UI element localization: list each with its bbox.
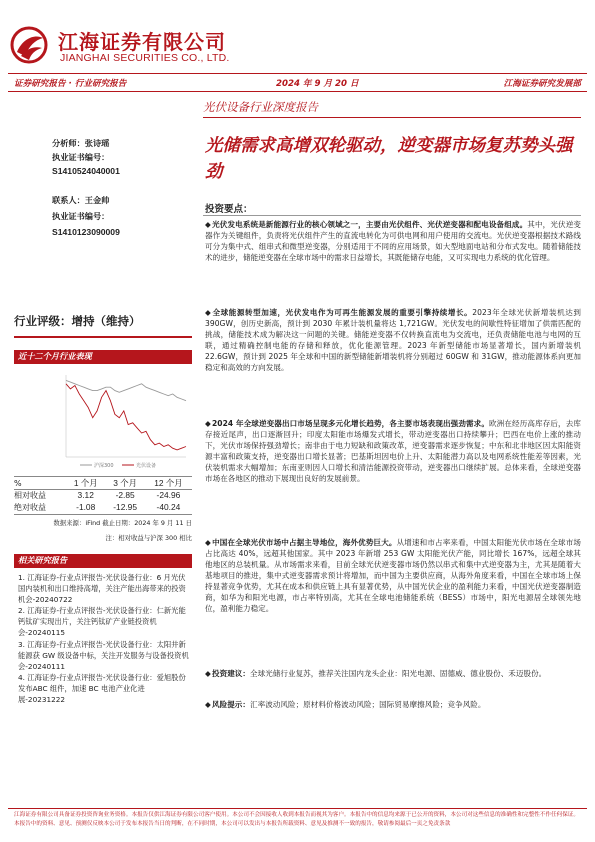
table-cell: -12.95 xyxy=(113,502,137,512)
legend-hs300: 沪深300 xyxy=(94,463,114,469)
key-points-rule xyxy=(203,215,581,216)
key-point-body: 2023年全球光伏新增装机达到 390GW，创历史新高，预计到 2030 年累计装机量将达 1,721GW。光伏发电的间歇性特征增加了供需匹配的挑战，储能技术成为解决这一问题的关键。储能逆变器不仅转换直流电为交流电，还负责储能电池与电网的互联，通过精确控制电能的存储和释放，优化能源管理。2023 年新型储能市场显著增长，国内新增装机 22.6GW，预计到 2025 年全球和中国的新型储能新增装机将分别超过 60GW 和 31GW，推动能源体系向更加稳定和高效的方向发展。 xyxy=(205,308,581,373)
key-point-paragraph xyxy=(205,699,581,710)
related-reports-list xyxy=(18,572,190,705)
subtitle-rule xyxy=(203,117,581,118)
bullet-icon: ◆ xyxy=(205,308,211,317)
contact-role-label: 联系人： xyxy=(52,195,85,205)
key-point-lead: 2024 年全球逆变器出口市场呈现多元化增长趋势，各主要市场表现出强劲需求。 xyxy=(212,419,490,428)
table-header-cell: 12 个月 xyxy=(154,478,183,488)
table-row xyxy=(14,501,192,513)
key-point-lead: 风险提示： xyxy=(212,700,250,709)
key-point-lead: 中国在全球光伏市场中占据主导地位，海外优势巨大。 xyxy=(212,538,397,547)
key-point-lead: 光伏发电系统是新能源行业的核心领域之一，主要由光伏组件、光伏逆变器和配电设备组成。 xyxy=(212,220,528,229)
data-source: 数据来源：iFind 截止日期：2024 年 9 月 11 日 xyxy=(53,519,192,527)
analyst-cert-no: S1410524040001 xyxy=(52,166,120,176)
key-point-paragraph xyxy=(205,668,581,679)
related-report-link[interactable]: 3. 江海证券-行业点评报告-光伏设备行业：太阳井新能源获 GW 级设备中标，关注开发服务与设备投资机会-20240111 xyxy=(18,639,189,671)
table-cell: -2.85 xyxy=(115,490,135,500)
table-cell: 3.12 xyxy=(77,490,94,500)
key-point-lead: 投资建议： xyxy=(212,669,250,678)
contact-name: 王金帅 xyxy=(84,195,110,205)
contact-cert-label: 执业证书编号： xyxy=(52,211,110,221)
performance-line-chart xyxy=(14,369,192,473)
key-point-paragraph xyxy=(205,219,581,263)
header-bar xyxy=(8,76,587,90)
table-top-rule xyxy=(14,476,192,477)
report-type-tag: 证券研究报告 · 行业研究报告 xyxy=(14,79,127,89)
company-name-cn: 江海证券有限公司 xyxy=(58,30,226,54)
header-bottom-rule xyxy=(8,91,587,92)
rating-value: 增持（维持） xyxy=(71,314,141,328)
performance-section-title: 近十二个月行业表现 xyxy=(18,351,92,361)
key-point-paragraph xyxy=(205,418,581,484)
bullet-icon: ◆ xyxy=(205,700,211,709)
key-point-paragraph xyxy=(205,307,581,373)
bullet-icon: ◆ xyxy=(205,669,211,678)
key-point-body: 欧洲在经历高库存后，去库存接近尾声，出口逐渐回升；印度太阳能市场爆发式增长，带动逆变器出口持续攀升；巴西在电价上涨的推动下，光伏市场保持强劲增长；南非由于电力短缺和政策改革，逆变器需求逐步恢复；中东和北非地区因太阳能资源丰富和政策支持，逆变器出口增长显著；巴基斯坦因电价上升、太阳能潜力高以及电网系统性能差等因素，光伏装机需求大幅增加；东南亚则因人口增长和清洁能源投资带动，逆变器出口继续扩展。总体来看，全球逆变器市场在各地区的推动下展现出良好的发展前景。 xyxy=(205,419,581,484)
analyst-name: 张诗瑶 xyxy=(84,138,110,148)
contact-line xyxy=(52,194,109,207)
bullet-icon: ◆ xyxy=(205,538,211,547)
analyst-role-label: 分析师： xyxy=(52,138,85,148)
table-header-cell: 1 个月 xyxy=(73,478,98,488)
department-name: 江海证券研究发展部 xyxy=(503,79,581,89)
analyst-line xyxy=(52,137,109,150)
related-section-bar xyxy=(14,554,192,568)
table-header-rule xyxy=(14,489,192,490)
analyst-cert-label: 执业证书编号： xyxy=(52,152,110,162)
row-label: 绝对收益 xyxy=(14,502,46,512)
footer-disclaimer: 江海证券有限公司具备证券投资咨询业务资格。本报告仅供江海证券有限公司客户使用。本公司不会因接收人收到本报告而视其为客户。本报告中的信息均来源于已公开的资料，本公司对这些信息的准确性和完整性不作任何保证。本报告中的资料、意见、预测仅反映本公司于发布本报告当日的判断，在不同时期，本公司可以发出与本报告所载资料、意见及推测不一致的报告，敬请参阅最后一页之免责条款 xyxy=(14,812,579,827)
related-report-link[interactable]: 4. 江海证券-行业点评报告-光伏设备行业：爱旭股份发布ABC 组件，加速 BC 电池产业化进展-20231222 xyxy=(18,672,186,705)
table-cell: -1.08 xyxy=(76,502,96,512)
related-section-title: 相关研究报告 xyxy=(18,555,68,565)
table-header-row xyxy=(14,477,192,489)
table-row xyxy=(14,489,192,501)
contact-cert-no: S1410123090009 xyxy=(52,227,120,237)
company-name-en: JIANGHAI SECURITIES CO., LTD. xyxy=(60,52,230,64)
report-title: 光储需求高增双轮驱动，逆变器市场复苏势头强劲 xyxy=(205,136,573,182)
company-logo-icon xyxy=(9,26,49,64)
performance-section-bar xyxy=(14,350,192,364)
report-subtitle: 光伏设备行业深度报告 xyxy=(203,100,318,114)
key-point-body: 其中，光伏逆变器作为关键组件，负责将光伏组件产生的直流电转化为可供电网和用户使用的交流电。光伏逆变器根据技术路线可分为集中式、组串式和微型逆变器，分别适用于不同的应用场景，如大型地面电站和分布式发电。随着储能技术的进步，储能逆变器在全球市场中的需求日益增长，其既能储存电能，又可实现电力系统的优化管理。 xyxy=(205,220,581,263)
report-date: 2024 年 9 月 20 日 xyxy=(276,79,359,89)
header-top-rule xyxy=(8,73,587,74)
related-report-link[interactable]: 2. 江海证券-行业点评报告-光伏设备行业：仁新光能钙钛矿实现出片，关注钙钛矿产业链投资机会-20240115 xyxy=(18,606,186,638)
table-header-cell: 3 个月 xyxy=(113,478,137,488)
bullet-icon: ◆ xyxy=(205,419,211,428)
legend-pv: 光伏设备 xyxy=(136,463,157,469)
key-point-body: 全球光储行业复苏，推荐关注国内龙头企业：阳光电源、固德威、德业股份、禾迈股份。 xyxy=(250,669,547,678)
series-line-hs300 xyxy=(66,380,186,400)
table-cell: -40.24 xyxy=(156,502,181,512)
row-label: 相对收益 xyxy=(14,490,46,500)
key-point-body: 汇率波动风险；原材料价格波动风险；国际贸易摩擦风险；竞争风险。 xyxy=(250,700,486,709)
key-point-paragraph xyxy=(205,537,581,614)
rating-label: 行业评级： xyxy=(14,314,72,328)
table-header-cell: % xyxy=(14,478,22,488)
table-cell: -24.96 xyxy=(156,490,181,500)
table-note: 注：相对收益与沪深 300 相比 xyxy=(105,534,192,542)
bullet-icon: ◆ xyxy=(205,220,211,229)
rating-rule xyxy=(14,336,192,338)
key-point-body: 从增速和市占率来看，中国太阳能光伏市场在全球市场占比高达 40%，远超其他国家。其中 2023 年新增 253 GW 太阳能光伏产能，同比增长 167%，远超全球其他地区的总装机量。从市场需求来看，目前全球光伏逆变器市场仍然以串式和集中式逆变器为主，尤其是随着大基地项目的推进，集中式逆变器需求预计将增加，而中国为主要供应商，从海外角度来看，中国在全球市场上保持显著竞争优势，尤其在成本和供应链上具有显著优势，从中国光伏企业的盈利能力来看，中国光伏逆变器制造商，如华为和阳光电源，市占率特别高，尤其在全球电池储能系统（BESS）市场中，阳光电源居全球领先地位，盈利能力稳定。 xyxy=(205,538,582,614)
series-line-pv xyxy=(66,384,186,450)
table-bottom-rule xyxy=(14,514,192,515)
footer-rule xyxy=(8,808,587,809)
key-points-heading: 投资要点： xyxy=(205,204,253,215)
industry-rating xyxy=(14,313,192,329)
key-point-lead: 全球能源转型加速，光伏发电作为可再生能源发展的重要引擎持续增长。 xyxy=(212,308,473,317)
related-report-link[interactable]: 1. 江海证券-行业点评报告-光伏设备行业：6 月光伏国内装机和出口维持高增，关注产能出海带来的投资机会-20240722 xyxy=(18,573,186,605)
performance-table xyxy=(14,477,192,513)
